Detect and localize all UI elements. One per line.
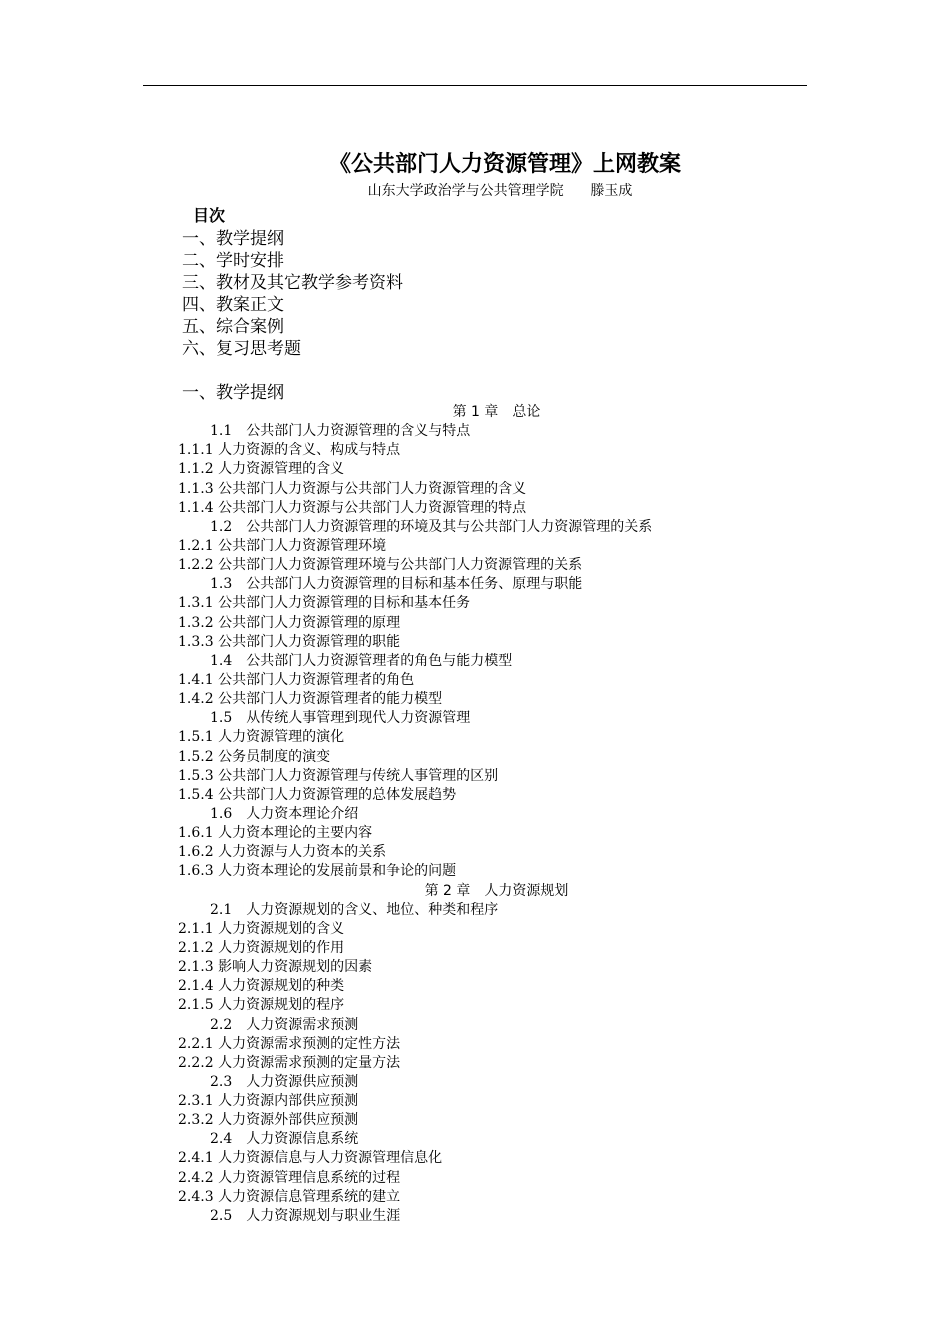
outline-sub: 1.5.1 人力资源管理的演化 — [178, 729, 345, 746]
toc-item-lecture-notes: 四、教案正文 — [182, 295, 284, 315]
toc-item-review-questions: 六、复习思考题 — [182, 339, 301, 359]
outline-sub: 1.6.3 人力资本理论的发展前景和争论的问题 — [178, 863, 457, 880]
outline-sub: 2.3.1 人力资源内部供应预测 — [178, 1093, 359, 1110]
outline-sub: 1.5.3 公共部门人力资源管理与传统人事管理的区别 — [178, 767, 499, 784]
section-heading: 一、教学提纲 — [182, 383, 284, 403]
outline-sub: 1.6.2 人力资源与人力资本的关系 — [178, 844, 387, 861]
author-line: 山东大学政治学与公共管理学院 滕玉成 — [367, 183, 633, 199]
header-rule — [143, 85, 807, 86]
outline-section: 1.4 公共部门人力资源管理者的角色与能力模型 — [210, 652, 513, 669]
teaching-outline — [0, 403, 950, 1226]
outline-sub: 1.5.4 公共部门人力资源管理的总体发展趋势 — [178, 786, 457, 803]
outline-sub: 1.1.4 公共部门人力资源与公共部门人力资源管理的特点 — [178, 499, 527, 516]
outline-section: 1.3 公共部门人力资源管理的目标和基本任务、原理与职能 — [210, 576, 583, 593]
outline-section: 2.2 人力资源需求预测 — [210, 1016, 359, 1033]
outline-sub: 2.1.5 人力资源规划的程序 — [178, 997, 345, 1014]
outline-section: 1.5 从传统人事管理到现代人力资源管理 — [210, 710, 471, 727]
outline-sub: 1.4.2 公共部门人力资源管理者的能力模型 — [178, 691, 443, 708]
outline-sub: 2.1.3 影响人力资源规划的因素 — [178, 959, 373, 976]
outline-section: 2.3 人力资源供应预测 — [210, 1073, 359, 1090]
outline-sub: 1.3.3 公共部门人力资源管理的职能 — [178, 633, 401, 650]
outline-sub: 2.4.2 人力资源管理信息系统的过程 — [178, 1169, 401, 1186]
outline-section: 1.2 公共部门人力资源管理的环境及其与公共部门人力资源管理的关系 — [210, 518, 653, 535]
outline-sub: 1.1.2 人力资源管理的含义 — [178, 461, 345, 478]
table-of-contents — [182, 228, 403, 360]
outline-section: 1.6 人力资本理论介绍 — [210, 805, 359, 822]
document-title: 《公共部门人力资源管理》上网教案 — [328, 152, 681, 177]
outline-sub: 2.2.2 人力资源需求预测的定量方法 — [178, 1054, 401, 1071]
toc-item-teaching-outline: 一、教学提纲 — [182, 229, 284, 249]
outline-sub: 1.1.1 人力资源的含义、构成与特点 — [178, 442, 401, 459]
outline-sub: 2.1.2 人力资源规划的作用 — [178, 939, 345, 956]
toc-item-schedule: 二、学时安排 — [182, 251, 284, 271]
outline-sub: 1.3.2 公共部门人力资源管理的原理 — [178, 614, 401, 631]
outline-section: 2.5 人力资源规划与职业生涯 — [210, 1207, 401, 1224]
outline-section: 2.1 人力资源规划的含义、地位、种类和程序 — [210, 901, 499, 918]
outline-sub: 1.2.1 公共部门人力资源管理环境 — [178, 537, 387, 554]
outline-sub: 2.3.2 人力资源外部供应预测 — [178, 1112, 359, 1129]
outline-chapter: 第 1 章 总论 — [452, 404, 541, 420]
toc-heading: 目次 — [193, 206, 226, 225]
outline-chapter: 第 2 章 人力资源规划 — [424, 882, 569, 899]
toc-item-case-studies: 五、综合案例 — [182, 317, 284, 337]
outline-sub: 1.5.2 公务员制度的演变 — [178, 748, 331, 765]
outline-section: 1.1 公共部门人力资源管理的含义与特点 — [210, 423, 471, 440]
outline-sub: 1.1.3 公共部门人力资源与公共部门人力资源管理的含义 — [178, 480, 527, 497]
toc-item-textbooks: 三、教材及其它教学参考资料 — [182, 273, 403, 293]
outline-sub: 2.1.1 人力资源规划的含义 — [178, 920, 345, 937]
outline-sub: 1.4.1 公共部门人力资源管理者的角色 — [178, 671, 415, 688]
outline-sub: 1.6.1 人力资本理论的主要内容 — [178, 825, 373, 842]
outline-sub: 1.3.1 公共部门人力资源管理的目标和基本任务 — [178, 595, 471, 612]
outline-section: 2.4 人力资源信息系统 — [210, 1131, 359, 1148]
outline-sub: 2.4.3 人力资源信息管理系统的建立 — [178, 1188, 401, 1205]
outline-sub: 2.4.1 人力资源信息与人力资源管理信息化 — [178, 1150, 443, 1167]
outline-sub: 2.1.4 人力资源规划的种类 — [178, 978, 345, 995]
outline-sub: 2.2.1 人力资源需求预测的定性方法 — [178, 1035, 401, 1052]
outline-sub: 1.2.2 公共部门人力资源管理环境与公共部门人力资源管理的关系 — [178, 557, 583, 574]
